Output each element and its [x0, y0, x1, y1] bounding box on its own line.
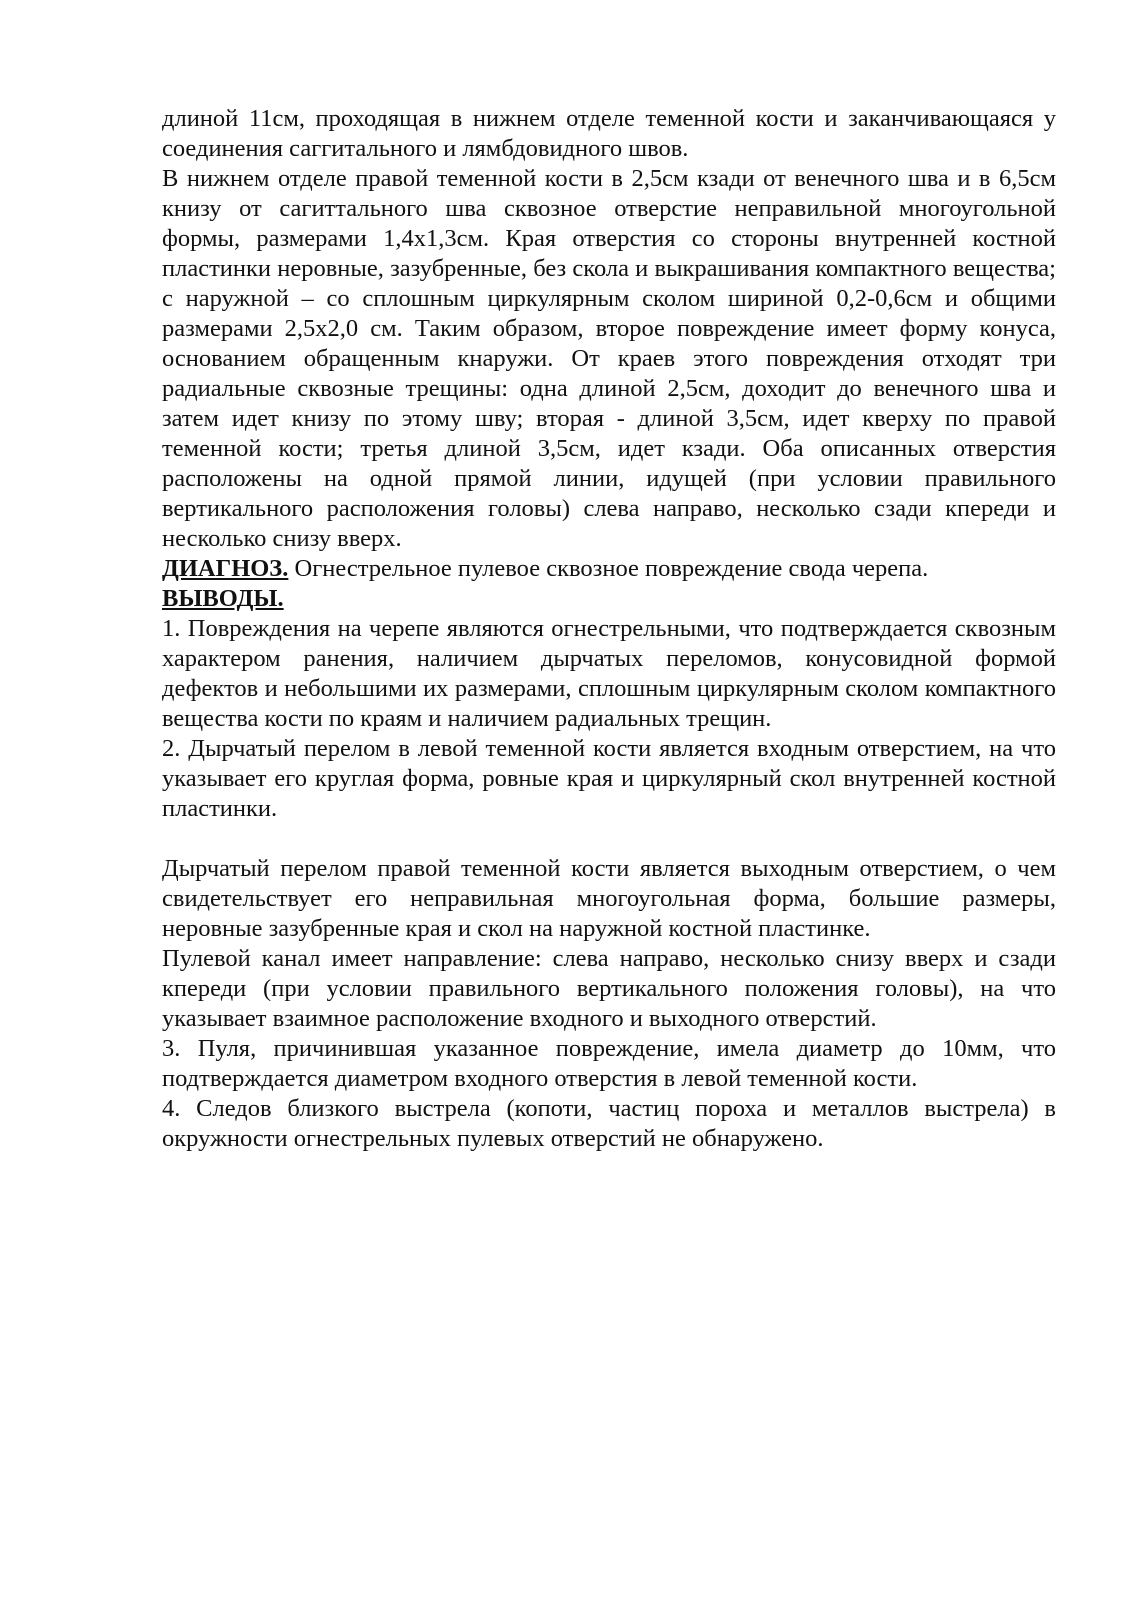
- paragraph-gap: [162, 824, 1056, 854]
- document-page: [162, 104, 1056, 1154]
- conclusion-item-2-exit: Дырчатый перелом правой теменной кости является выходным отверстием, о чем свидетельствует его неправильная многоугольная форма, большие размеры, неровные зазубренные края и скол на наружной костной пластинке.: [162, 855, 1056, 942]
- paragraph-intro: длиной 11см, проходящая в нижнем отделе теменной кости и заканчивающаяся у соединения саггитального и лямбдовидного швов.: [162, 105, 1056, 162]
- conclusion-item-3: 3. Пуля, причинившая указанное повреждение, имела диаметр до 10мм, что подтверждается диаметром входного отверстия в левой теменной кости.: [162, 1035, 1056, 1092]
- conclusions-line: [162, 584, 1056, 614]
- paragraph-right-parietal: В нижнем отделе правой теменной кости в 2,5см кзади от венечного шва и в 6,5см книзу от сагиттального шва сквозное отверстие неправильной многоугольной формы, размерами 1,4х1,3см. Края отверстия со стороны внутренней костной пластинки неровные, зазубренные, без скола и выкрашивания компактного вещества; с наружной – со сплошным циркулярным сколом шириной 0,2-0,6см и общими размерами 2,5х2,0 см. Таким образом, второе повреждение имеет форму конуса, основанием обращенным кнаружи. От краев этого повреждения отходят три радиальные сквозные трещины: одна длиной 2,5см, доходит до венечного шва и затем идет книзу по этому шву; вторая - длиной 3,5см, идет кверху по правой теменной кости; третья длиной 3,5см, идет кзади. Оба описанных отверстия расположены на одной прямой линии, идущей (при условии правильного вертикального расположения головы) слева направо, несколько сзади кпереди и несколько снизу вверх.: [162, 165, 1056, 552]
- conclusion-item-4: 4. Следов близкого выстрела (копоти, частиц пороха и металлов выстрела) в окружности огнестрельных пулевых отверстий не обнаружено.: [162, 1095, 1056, 1152]
- diagnosis-text: Огнестрельное пулевое сквозное повреждение свода черепа.: [288, 555, 929, 582]
- conclusion-item-2: 2. Дырчатый перелом в левой теменной кости является входным отверстием, на что указывает его круглая форма, ровные края и циркулярный скол внутренней костной пластинки.: [162, 735, 1056, 822]
- conclusions-heading: ВЫВОДЫ.: [162, 585, 284, 612]
- conclusion-item-1: 1. Повреждения на черепе являются огнестрельными, что подтверждается сквозным характером ранения, наличием дырчатых переломов, конусовидной формой дефектов и небольшими их размерами, сплошным циркулярным сколом компактного вещества кости по краям и наличием радиальных трещин.: [162, 615, 1056, 732]
- conclusion-item-2-channel: Пулевой канал имеет направление: слева направо, несколько снизу вверх и сзади кпереди (при условии правильного вертикального положения головы), на что указывает взаимное расположение входного и выходного отверстий.: [162, 945, 1056, 1032]
- diagnosis-line: [162, 554, 1056, 584]
- diagnosis-heading: ДИАГНОЗ.: [162, 555, 289, 582]
